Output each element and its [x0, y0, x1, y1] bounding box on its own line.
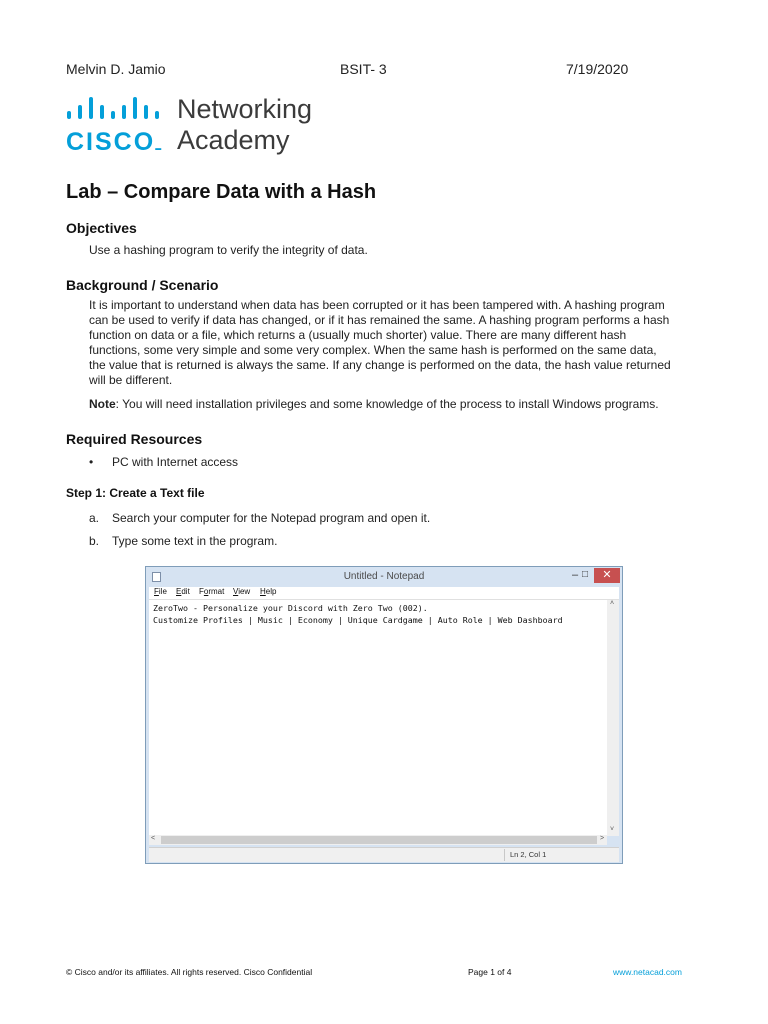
note-text: : You will need installation privileges and some knowledge of the process to install Windows programs. [115, 397, 659, 411]
logo-networking: Networking [177, 94, 313, 124]
horizontal-scroll-thumb[interactable] [161, 836, 597, 844]
cursor-position: Ln 2, Col 1 [510, 850, 547, 859]
note-label: Note [89, 397, 116, 411]
menu-file[interactable]: File [154, 587, 167, 596]
cisco-wordmark: CISCO▬ [66, 128, 162, 156]
objectives-heading: Objectives [66, 220, 137, 236]
step1-heading: Step 1: Create a Text file [66, 486, 205, 500]
horizontal-scrollbar[interactable] [149, 835, 607, 845]
menu-format[interactable]: Format [199, 587, 225, 596]
notepad-line-1: ZeroTwo - Personalize your Discord with Zero Two (002). [153, 603, 428, 613]
objectives-text: Use a hashing program to verify the integrity of data. [89, 243, 368, 257]
notepad-line-2: Customize Profiles | Music | Economy | Unique Cardgame | Auto Role | Web Dashboard [153, 615, 563, 625]
list-item: Search your computer for the Notepad program and open it. [112, 511, 431, 525]
header-date: 7/19/2020 [566, 61, 629, 77]
list-item: Type some text in the program. [112, 534, 278, 548]
list-marker: b. [89, 534, 100, 548]
notepad-menubar [149, 587, 619, 599]
notepad-statusbar [149, 847, 619, 862]
logo-academy: Academy [177, 125, 290, 155]
scroll-down-icon[interactable]: ˅ [610, 826, 615, 833]
maximize-icon[interactable]: □ [581, 569, 589, 580]
notepad-title: Untitled - Notepad [343, 571, 425, 582]
scroll-up-icon[interactable]: ˄ [610, 600, 615, 607]
footer-page: Page 1 of 4 [468, 967, 512, 977]
close-icon[interactable]: ✕ [594, 568, 620, 583]
scroll-left-icon[interactable]: < [151, 835, 156, 842]
background-heading: Background / Scenario [66, 277, 219, 293]
background-line: will be different. [89, 373, 173, 387]
footer-link[interactable]: www.netacad.com [613, 967, 682, 977]
note-paragraph [89, 397, 701, 412]
background-line: the value that is returned is always the same. If any change is performed on the data, the hash value returned [89, 358, 671, 372]
header-author: Melvin D. Jamio [66, 61, 166, 77]
notepad-titlebar[interactable] [146, 567, 622, 587]
menu-help[interactable]: Help [260, 587, 277, 596]
background-paragraph [89, 298, 701, 388]
cisco-bars-icon [66, 96, 162, 122]
notepad-window [145, 566, 623, 864]
list-marker: a. [89, 511, 100, 525]
background-line: functions, some very simple and some very complex. When the same hash is performed on the same data, [89, 343, 657, 357]
resource-item: PC with Internet access [112, 455, 239, 469]
menu-edit[interactable]: Edit [176, 587, 190, 596]
menu-view[interactable]: View [233, 587, 251, 596]
background-line: function on data or a file, which returns a (usually much shorter) value. There are many different hash [89, 328, 627, 342]
background-line: It is important to understand when data has been corrupted or it has been tampered with. A hashing program [89, 298, 665, 312]
minimize-icon[interactable]: – [571, 569, 579, 581]
vertical-scrollbar[interactable] [607, 600, 619, 836]
footer-copyright: © Cisco and/or its affiliates. All rights reserved. Cisco Confidential [66, 967, 313, 977]
status-divider [504, 849, 505, 861]
background-line: can be used to verify if data has changed, or if it has remained the same. A hashing program performs a hash [89, 313, 670, 327]
bullet-icon: • [89, 455, 94, 469]
header-course: BSIT- 3 [340, 61, 387, 77]
resources-heading: Required Resources [66, 431, 203, 447]
page-title: Lab – Compare Data with a Hash [66, 181, 377, 203]
notepad-text-area[interactable] [149, 599, 619, 836]
scroll-right-icon[interactable]: > [600, 835, 605, 842]
